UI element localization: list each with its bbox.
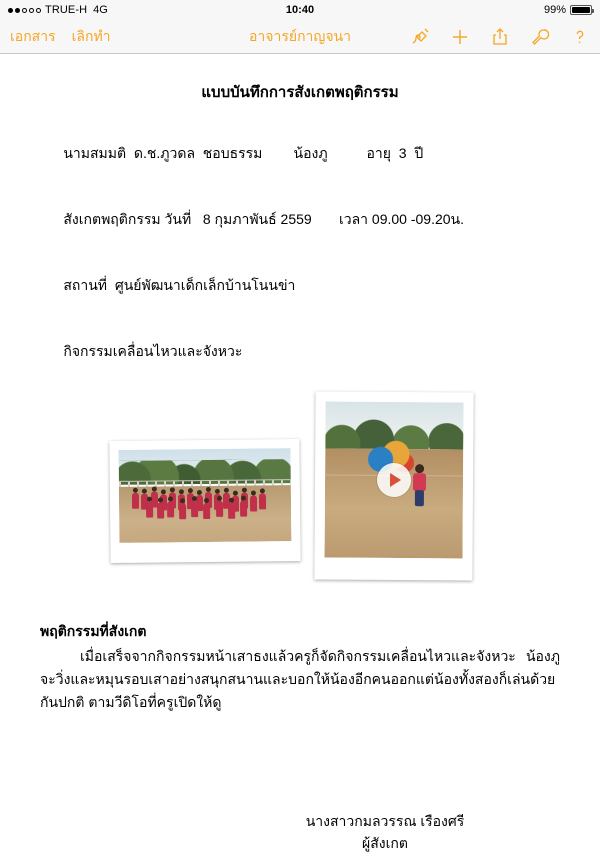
insert-plus-icon[interactable] — [450, 27, 470, 47]
field-row-date — [40, 186, 560, 252]
pen-tools-icon[interactable] — [410, 27, 430, 47]
name-label: นามสมมติ — [63, 145, 127, 161]
undo-button[interactable]: เลิกทำ — [71, 27, 111, 44]
children-group — [129, 485, 281, 518]
photo-children-lineup-image — [118, 448, 291, 543]
photo-child-playground-image — [324, 402, 463, 559]
photo-children-lineup[interactable] — [109, 439, 300, 563]
carrier-label: TRUE-H — [45, 4, 88, 16]
signature-role: ผู้สังเกต — [362, 835, 408, 851]
place-value: ศูนย์พัฒนาเด็กเล็กบ้านโนนข่า — [114, 277, 296, 293]
age-value: อายุ 3 ปี — [366, 145, 424, 161]
nickname-value: น้องภู — [293, 145, 328, 161]
photo-group — [40, 392, 560, 607]
battery-percent-label: 99% — [543, 4, 566, 16]
document-page — [0, 54, 600, 854]
observe-label: สังเกตพฤติกรรม วันที่ — [63, 211, 192, 227]
help-question-icon[interactable] — [570, 27, 590, 47]
toolbar-left-group — [10, 26, 111, 48]
photo-child-playground[interactable] — [314, 391, 473, 580]
status-bar-right — [544, 4, 592, 16]
page-title: แบบบันทึกการสังเกตพฤติกรรม — [201, 84, 399, 101]
behavior-heading: พฤติกรรมที่สังเกต — [40, 623, 147, 639]
app-toolbar — [0, 20, 600, 54]
toolbar-right-group — [410, 27, 590, 47]
behavior-paragraph: เมื่อเสร็จจากกิจกรรมหน้าเสาธงแล้วครูก็จัดกิจกรรมเคลื่อนไหวและจังหวะ น้องภูจะวิ่งและหมุนรอบเสาอย่างสนุกสนานและบอกให้น้องอีกคนออกแต่น้องทั้งสองก็เล่นด้วยกันปกติ ตามวีดิโอที่ครูเปิดให้ดู — [40, 648, 560, 710]
name-value: ด.ช.ภูวดล ชอบธรรม — [133, 145, 263, 161]
video-play-button-icon[interactable] — [377, 463, 411, 497]
wrench-icon[interactable] — [530, 27, 550, 47]
documents-button[interactable]: เอกสาร — [10, 27, 56, 44]
share-icon[interactable] — [490, 27, 510, 47]
signature-block — [40, 810, 560, 854]
activity-value: กิจกรรมเคลื่อนไหวและจังหวะ — [63, 343, 243, 359]
field-row-place — [40, 252, 560, 318]
observe-time-value: เวลา 09.00 -09.20น. — [338, 211, 464, 227]
battery-icon — [570, 5, 592, 15]
document-title-label: อาจารย์กาญจนา — [249, 27, 351, 44]
child-figure — [412, 465, 427, 507]
observe-date-value: 8 กุมภาพันธ์ 2559 — [202, 211, 312, 227]
network-type-label: 4G — [93, 4, 108, 16]
field-row-name — [40, 120, 560, 186]
status-bar — [0, 0, 600, 20]
place-label: สถานที่ — [63, 277, 108, 293]
signature-name: นางสาวกมลวรรณ เรืองศรี — [305, 813, 465, 829]
field-row-activity — [40, 318, 560, 384]
status-bar-clock: 10:40 — [285, 4, 315, 16]
